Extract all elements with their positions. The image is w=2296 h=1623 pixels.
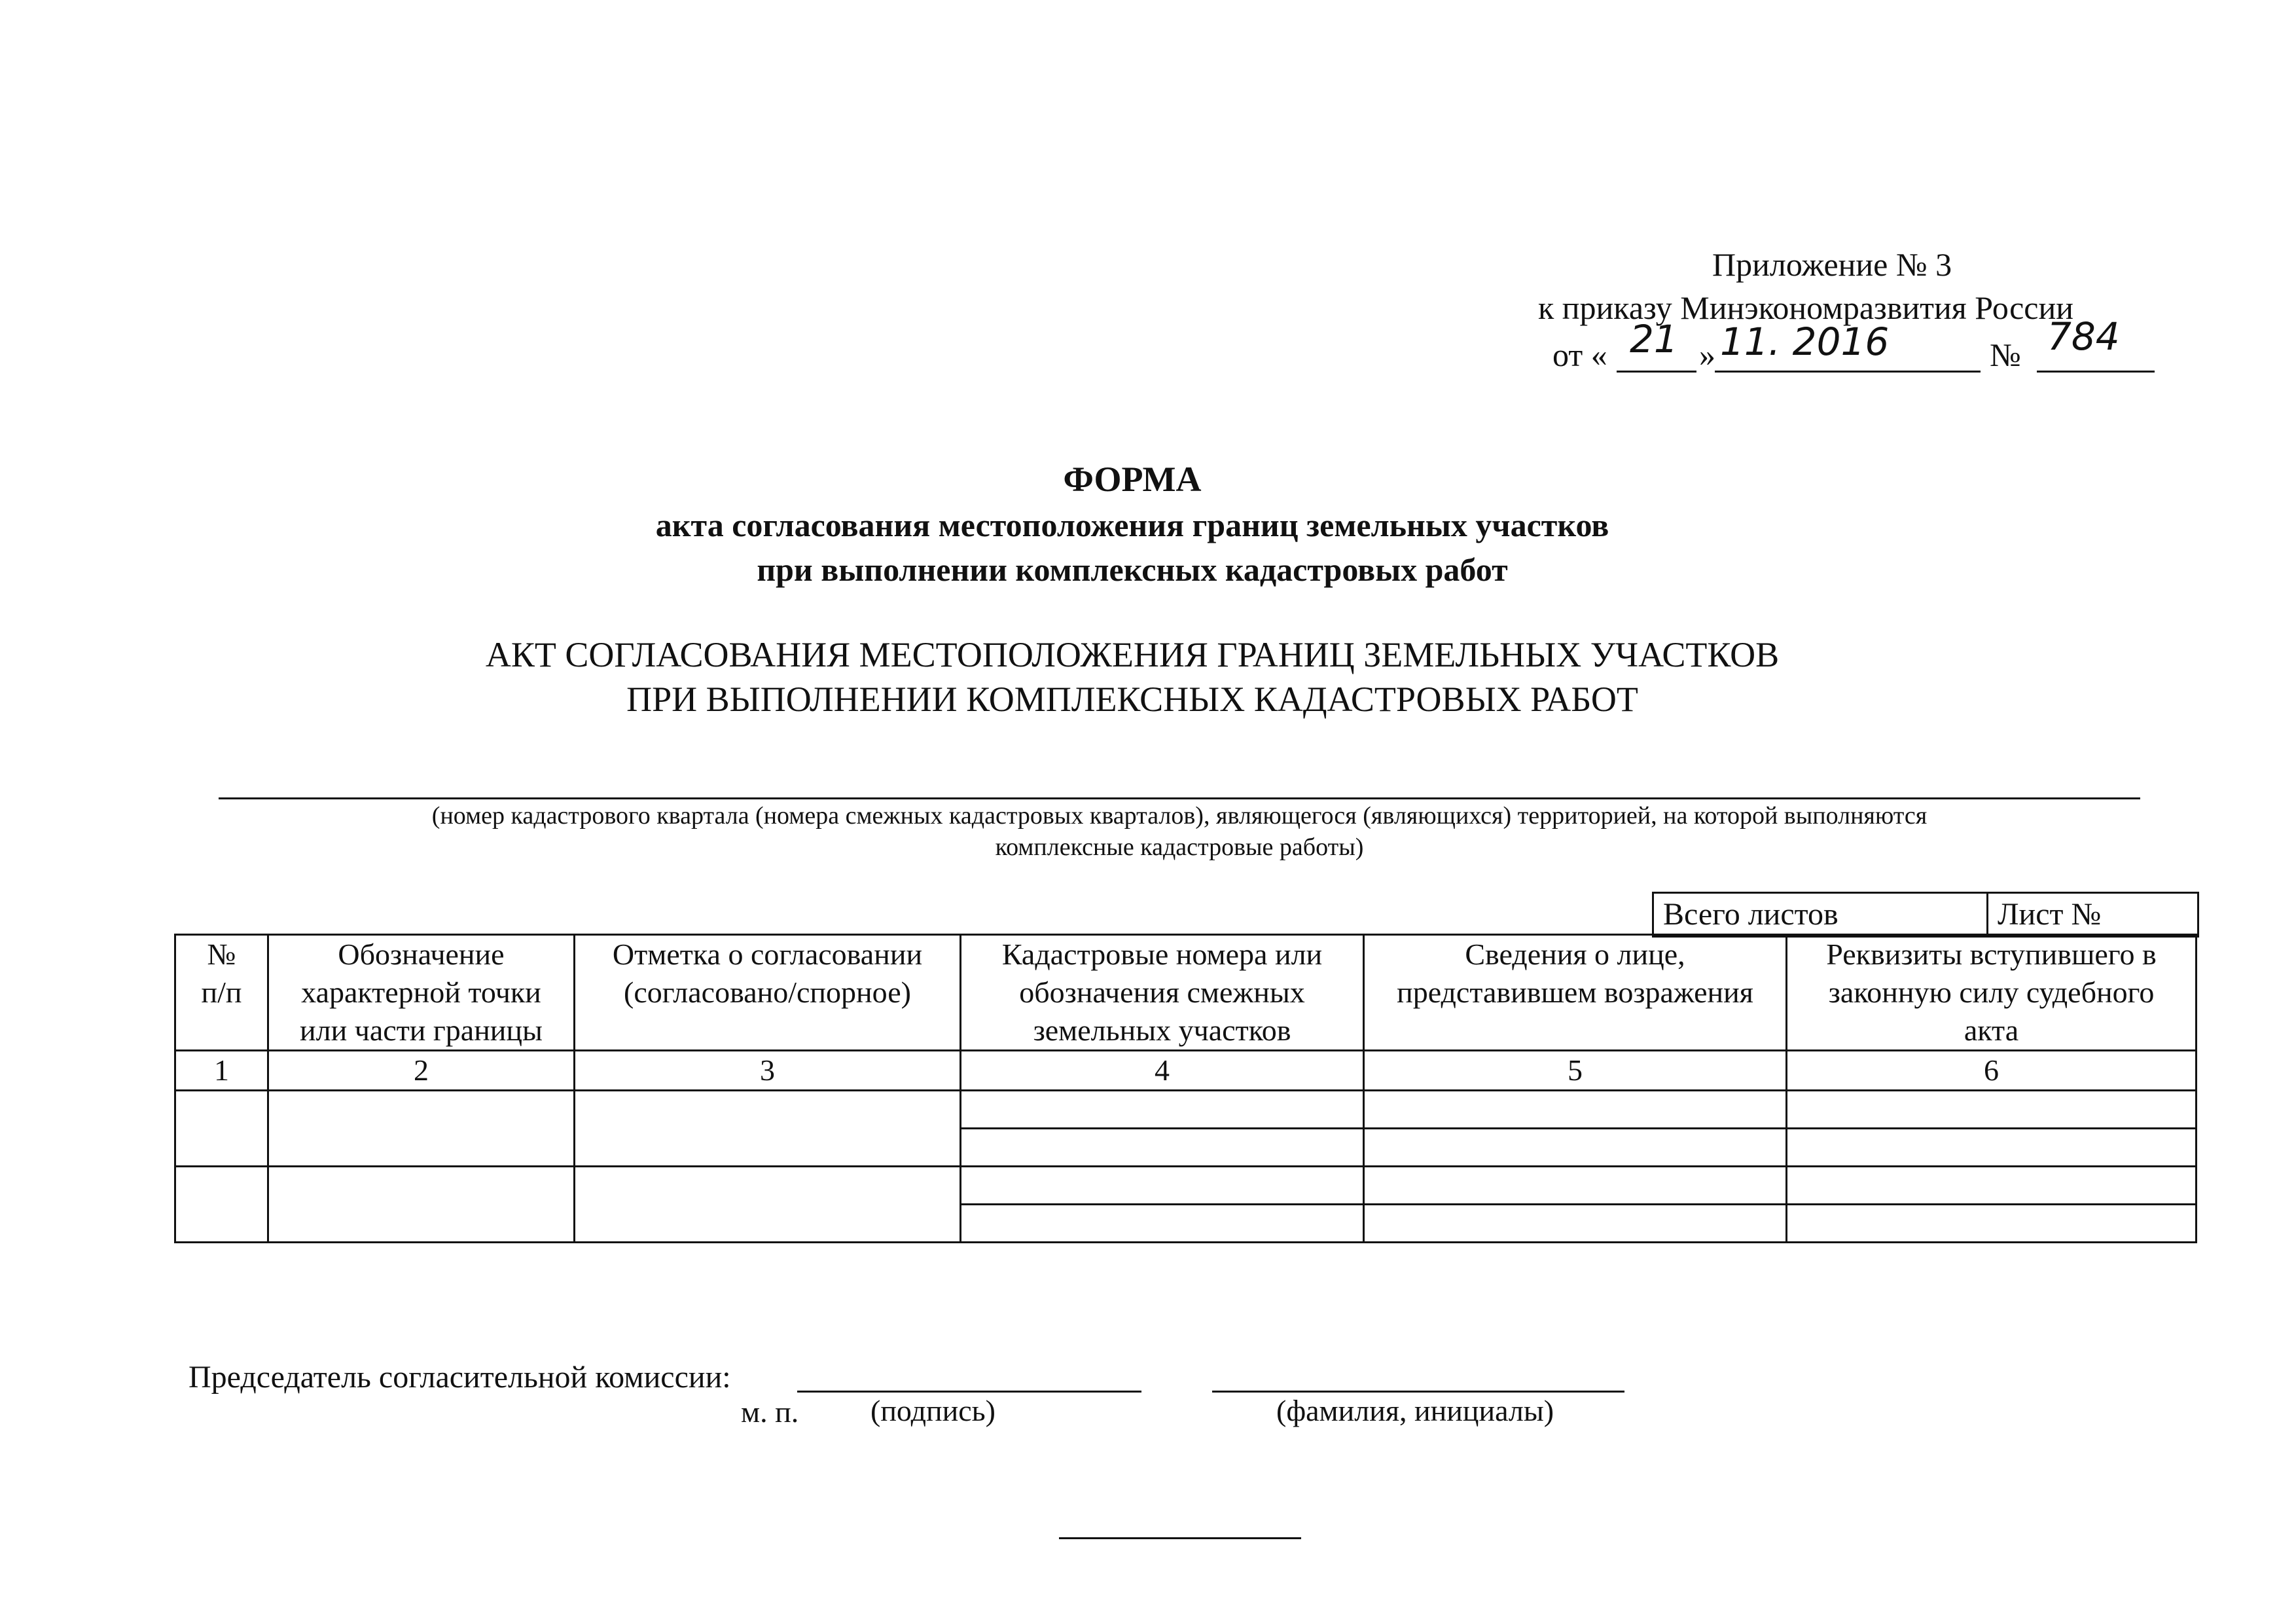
form-word: ФОРМА bbox=[1063, 460, 1202, 499]
quarter-caption-line1: (номер кадастрового квартала (номера смежных кадастровых кварталов), являющегося (являющихся) территорией, на которой выполняются bbox=[431, 802, 1928, 830]
header-col-objector bbox=[1364, 935, 1787, 1051]
table-cell[interactable] bbox=[961, 1129, 1364, 1167]
table-cell[interactable] bbox=[1364, 1167, 1787, 1205]
table-numbering-row bbox=[175, 1051, 2197, 1091]
bottom-separator bbox=[1059, 1537, 1301, 1539]
table-cell[interactable] bbox=[1787, 1205, 2197, 1243]
header-col2-line3: или части границы bbox=[300, 1013, 543, 1047]
name-caption: (фамилия, инициалы) bbox=[1276, 1394, 1554, 1427]
table-cell[interactable] bbox=[961, 1205, 1364, 1243]
table-cell[interactable] bbox=[268, 1091, 575, 1167]
table-header-row bbox=[175, 935, 2197, 1051]
header-col-point bbox=[268, 935, 575, 1051]
total-sheets-label: Всего листов bbox=[1663, 897, 1839, 932]
header-col1-line1: № bbox=[207, 938, 236, 971]
header-col2-line2: характерной точки bbox=[301, 976, 541, 1009]
table-row bbox=[175, 1167, 2197, 1205]
sheet-number-cell[interactable] bbox=[1988, 894, 2197, 936]
header-col5-line2: представившем возражения bbox=[1397, 976, 1753, 1009]
header-col2-line1: Обозначение bbox=[338, 938, 505, 971]
table-cell[interactable] bbox=[1787, 1129, 2197, 1167]
col-index-5: 5 bbox=[1364, 1051, 1787, 1091]
header-col-cadastral bbox=[961, 935, 1364, 1051]
header-col3-line2: (согласовано/спорное) bbox=[624, 976, 911, 1009]
form-title-line2: при выполнении комплексных кадастровых работ bbox=[757, 551, 1508, 588]
order-number: 784 bbox=[2047, 314, 2120, 359]
sheet-number-label: Лист № bbox=[1998, 897, 2102, 932]
table-cell[interactable] bbox=[1787, 1167, 2197, 1205]
header-col6-line2: законную силу судебного bbox=[1828, 976, 2155, 1009]
table-cell[interactable] bbox=[961, 1091, 1364, 1129]
col-index-2: 2 bbox=[268, 1051, 575, 1091]
table-cell[interactable] bbox=[961, 1167, 1364, 1205]
stamp-place-label: м. п. bbox=[741, 1395, 799, 1429]
appendix-quote-close: » bbox=[1699, 337, 1715, 373]
total-sheets-cell[interactable] bbox=[1654, 894, 1988, 936]
header-col6-line1: Реквизиты вступившего в bbox=[1826, 938, 2157, 971]
table-cell[interactable] bbox=[575, 1091, 961, 1167]
col-index-6: 6 bbox=[1787, 1051, 2197, 1091]
act-title-line1: АКТ СОГЛАСОВАНИЯ МЕСТОПОЛОЖЕНИЯ ГРАНИЦ ЗЕМЕЛЬНЫХ УЧАСТКОВ bbox=[485, 635, 1780, 674]
table-cell[interactable] bbox=[175, 1167, 268, 1243]
table-cell[interactable] bbox=[1364, 1205, 1787, 1243]
col-index-1: 1 bbox=[175, 1051, 268, 1091]
signature-caption: (подпись) bbox=[870, 1394, 996, 1427]
header-col6-line3: акта bbox=[1964, 1013, 2019, 1047]
appendix-number-label: № bbox=[1990, 337, 2021, 373]
form-title-line1: акта согласования местоположения границ земельных участков bbox=[655, 507, 1609, 543]
table-cell[interactable] bbox=[268, 1167, 575, 1243]
approval-table bbox=[174, 934, 2197, 1243]
quarter-caption bbox=[219, 800, 2140, 863]
header-col1-line2: п/п bbox=[201, 976, 242, 1009]
table-row bbox=[175, 1091, 2197, 1129]
header-col4-line2: обозначения смежных bbox=[1019, 976, 1305, 1009]
header-col3-line1: Отметка о согласовании bbox=[612, 938, 923, 971]
order-day: 21 bbox=[1630, 317, 1678, 361]
table-cell[interactable] bbox=[575, 1167, 961, 1243]
appendix-number: Приложение № 3 bbox=[1712, 246, 1952, 283]
header-col4-line3: земельных участков bbox=[1033, 1013, 1291, 1047]
header-col-court-act bbox=[1787, 935, 2197, 1051]
header-col5-line1: Сведения о лице, bbox=[1465, 938, 1685, 971]
quarter-caption-line2: комплексные кадастровые работы) bbox=[995, 833, 1364, 861]
appendix-from-label: от « bbox=[1552, 337, 1607, 373]
table-cell[interactable] bbox=[1787, 1091, 2197, 1129]
table-cell[interactable] bbox=[1364, 1091, 1787, 1129]
header-col-number bbox=[175, 935, 268, 1051]
table-cell[interactable] bbox=[1364, 1129, 1787, 1167]
sheets-box bbox=[1652, 892, 2199, 938]
chairman-label: Председатель согласительной комиссии: bbox=[188, 1360, 731, 1395]
table-cell[interactable] bbox=[175, 1091, 268, 1167]
order-month-year: 11. 2016 bbox=[1720, 319, 1890, 364]
header-col4-line1: Кадастровые номера или bbox=[1001, 938, 1323, 971]
appendix-order-ref: к приказу Минэкономразвития России bbox=[1538, 289, 2073, 326]
header-col-approval bbox=[575, 935, 961, 1051]
col-index-4: 4 bbox=[961, 1051, 1364, 1091]
col-index-3: 3 bbox=[575, 1051, 961, 1091]
act-title-line2: ПРИ ВЫПОЛНЕНИИ КОМПЛЕКСНЫХ КАДАСТРОВЫХ РАБОТ bbox=[626, 680, 1638, 719]
quarter-number-line[interactable] bbox=[219, 797, 2140, 799]
